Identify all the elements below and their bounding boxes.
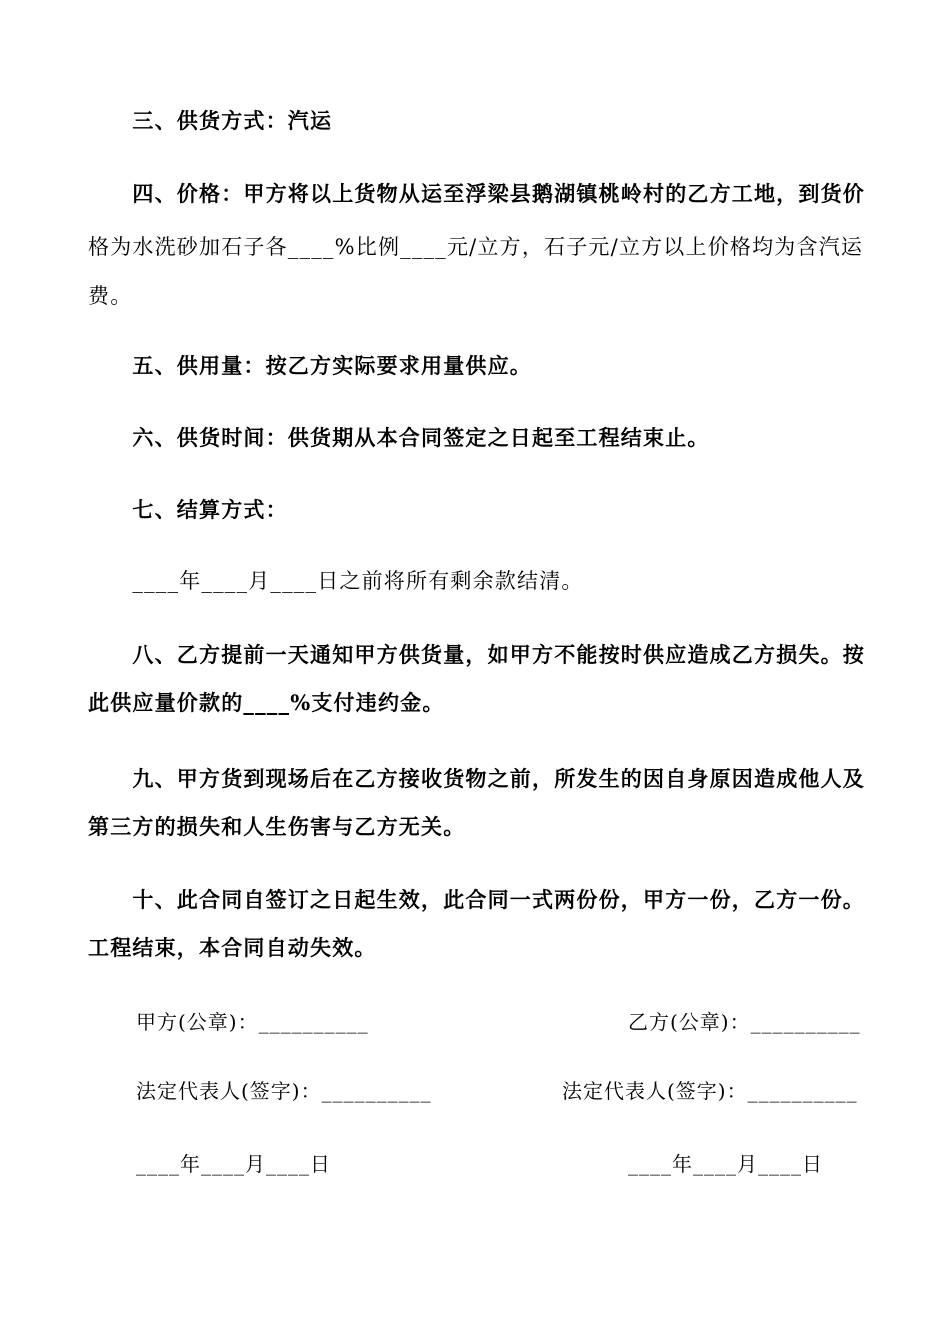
clause-9-line-2: 第三方的损失和人生伤害与乙方无关。 <box>88 814 466 839</box>
party-a-date: ____年____月____日 <box>136 1152 331 1176</box>
party-b-date: ____年____月____日 <box>628 1152 823 1176</box>
party-a-seal: 甲方(公章)：__________ <box>136 1010 369 1034</box>
party-b-representative: 法定代表人(签字)：__________ <box>562 1079 858 1103</box>
clause-3: 三、供货方式：汽运 <box>88 108 333 133</box>
clause-8-line-1: 八、乙方提前一天通知甲方供货量，如甲方不能按时供应造成乙方损失。按 <box>88 642 865 667</box>
clause-10-line-1: 十、此合同自签订之日起生效，此合同一式两份份，甲方一份，乙方一份。 <box>88 887 865 912</box>
party-a-representative: 法定代表人(签字)：__________ <box>136 1079 432 1103</box>
clause-4-line-2: 格为水洗砂加石子各____%比例____元/立方，石子元/立方以上价格均为含汽运 <box>88 235 864 259</box>
clause-8-line-2: 此供应量价款的____%支付违约金。 <box>88 690 445 715</box>
clause-5: 五、供用量：按乙方实际要求用量供应。 <box>88 353 532 378</box>
clause-7-settlement-date: ____年____月____日之前将所有剩余款结清。 <box>88 569 584 593</box>
clause-6: 六、供货时间：供货期从本合同签定之日起至工程结束止。 <box>88 425 710 450</box>
clause-10-line-2: 工程结束，本合同自动失效。 <box>88 935 377 960</box>
party-b-seal: 乙方(公章)：__________ <box>628 1010 861 1034</box>
clause-9-line-1: 九、甲方货到现场后在乙方接收货物之前，所发生的因自身原因造成他人及 <box>88 766 865 791</box>
clause-4-line-3: 费。 <box>88 284 133 308</box>
clause-4-line-1: 四、价格：甲方将以上货物从运至浮梁县鹅湖镇桃岭村的乙方工地，到货价 <box>88 181 865 206</box>
clause-7: 七、结算方式： <box>88 497 288 522</box>
